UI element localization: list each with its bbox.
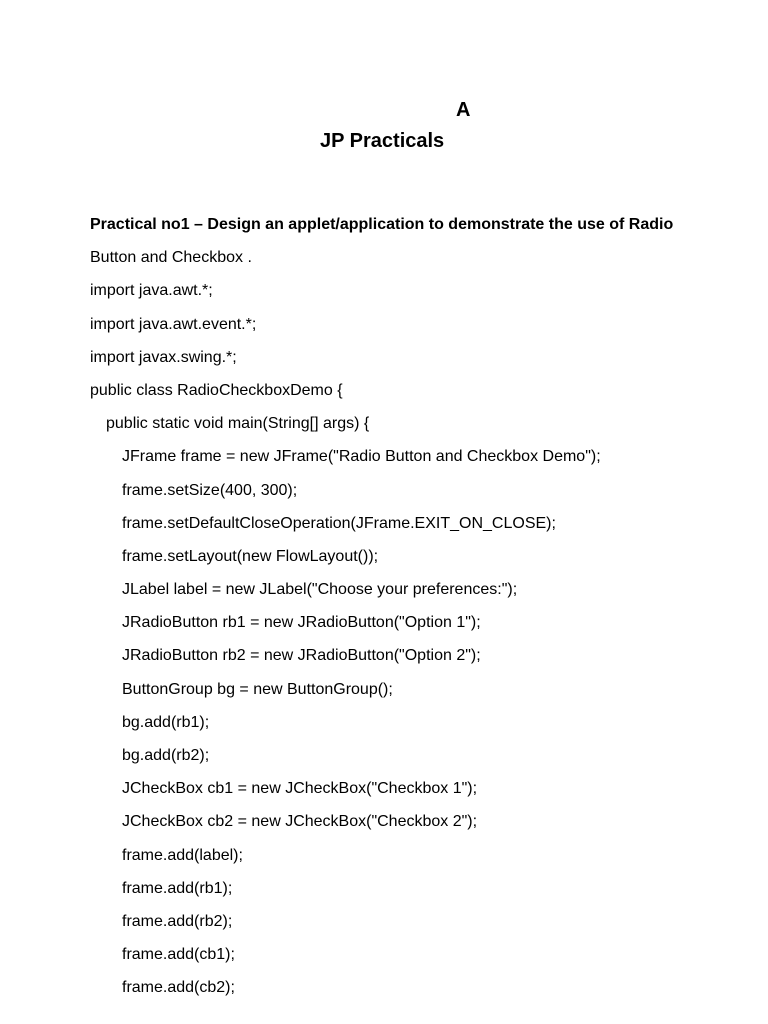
code-line-add-cb2: frame.add(cb2); — [122, 979, 235, 997]
code-line-set-layout: frame.setLayout(new FlowLayout()); — [122, 547, 379, 565]
code-line-import-awt-event: import java.awt.event.*; — [90, 315, 257, 333]
code-line-close-operation: frame.setDefaultCloseOperation(JFrame.EXIT_ON_CLOSE); — [122, 514, 556, 532]
page-title: JP Practicals — [320, 130, 445, 152]
code-line-checkbox-2: JCheckBox cb2 = new JCheckBox("Checkbox 2"); — [122, 813, 478, 831]
document-body — [90, 212, 730, 1009]
code-line-button-group: ButtonGroup bg = new ButtonGroup(); — [122, 680, 393, 698]
code-line-add-rb2: frame.add(rb2); — [122, 912, 233, 930]
code-line-bg-add-rb1: bg.add(rb1); — [122, 713, 210, 731]
code-line-radio-2: JRadioButton rb2 = new JRadioButton("Option 2"); — [122, 647, 481, 665]
code-line-radio-1: JRadioButton rb1 = new JRadioButton("Option 1"); — [122, 614, 481, 632]
code-line-jframe: JFrame frame = new JFrame("Radio Button and Checkbox Demo"); — [122, 448, 601, 466]
code-line-add-cb1: frame.add(cb1); — [122, 946, 235, 964]
code-line-add-rb1: frame.add(rb1); — [122, 879, 233, 897]
header-letter: A — [456, 99, 471, 121]
code-line-import-awt: import java.awt.*; — [90, 282, 213, 300]
code-line-bg-add-rb2: bg.add(rb2); — [122, 747, 210, 764]
practical-heading-continued: Button and Checkbox . — [90, 249, 252, 267]
code-line-main-method: public static void main(String[] args) { — [106, 415, 370, 433]
code-line-set-size: frame.setSize(400, 300); — [122, 481, 298, 499]
practical-heading: Practical no1 – Design an applet/application to demonstrate the use of Radio — [90, 216, 674, 233]
code-line-import-swing: import javax.swing.*; — [90, 348, 237, 366]
code-line-add-label: frame.add(label); — [122, 846, 243, 864]
code-line-jlabel: JLabel label = new JLabel("Choose your preferences:"); — [122, 581, 518, 599]
code-line-checkbox-1: JCheckBox cb1 = new JCheckBox("Checkbox 1"); — [122, 780, 478, 798]
code-line-class-declaration: public class RadioCheckboxDemo { — [90, 381, 343, 399]
